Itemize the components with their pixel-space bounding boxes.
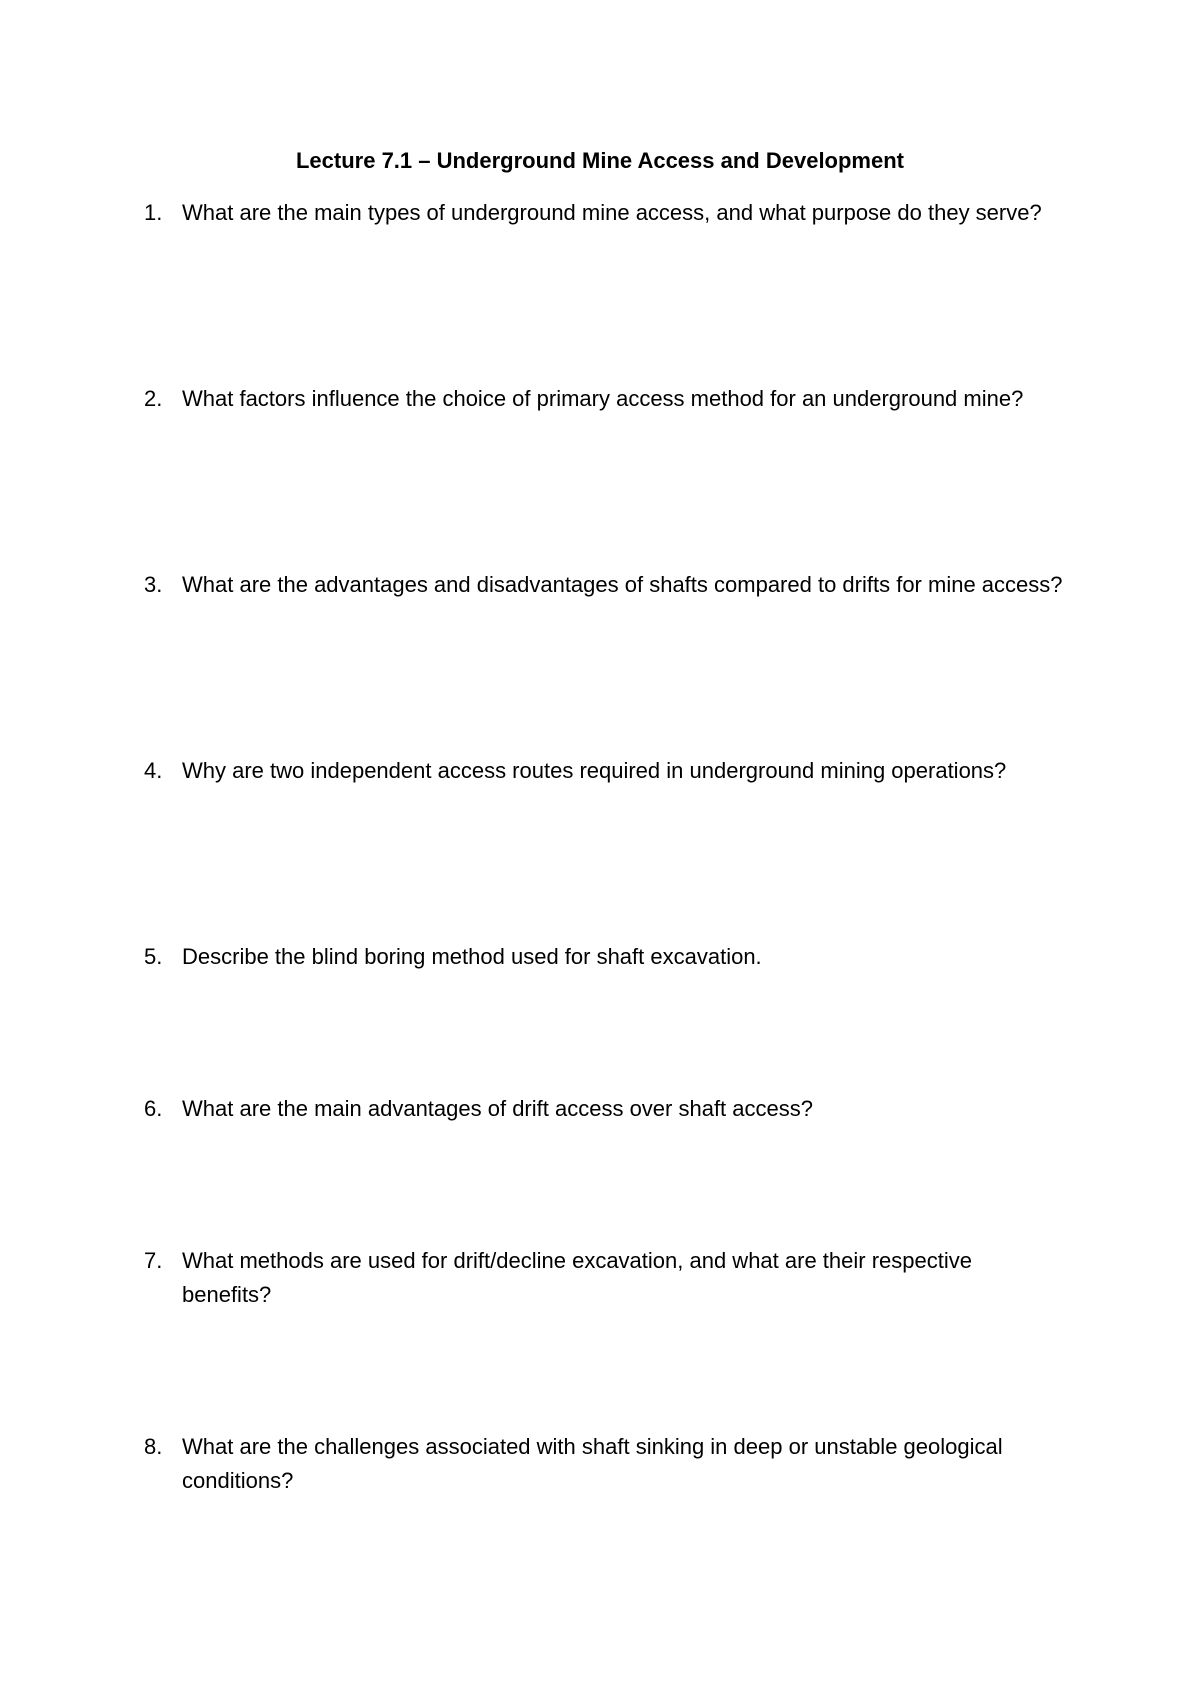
question-number: 5.: [144, 944, 163, 969]
question-item: [144, 1092, 1064, 1126]
question-number: 7.: [144, 1248, 163, 1273]
question-number: 8.: [144, 1434, 163, 1459]
question-text: What are the main advantages of drift access over shaft access?: [182, 1096, 813, 1121]
question-text: What methods are used for drift/decline excavation, and what are their respective benefits?: [182, 1248, 972, 1307]
question-number: 6.: [144, 1096, 163, 1121]
question-text: Describe the blind boring method used for shaft excavation.: [182, 944, 762, 969]
question-text: What are the advantages and disadvantages of shafts compared to drifts for mine access?: [182, 572, 1063, 597]
question-number: 2.: [144, 386, 163, 411]
question-item: [144, 1244, 1064, 1312]
question-item: [144, 940, 1064, 974]
page-title: Lecture 7.1 – Underground Mine Access and Development: [295, 148, 904, 173]
question-text: What are the main types of underground mine access, and what purpose do they serve?: [182, 200, 1042, 225]
question-number: 1.: [144, 200, 163, 225]
question-number: 4.: [144, 758, 163, 783]
question-number: 3.: [144, 572, 163, 597]
question-item: [144, 196, 1064, 230]
question-item: [144, 568, 1064, 602]
question-text: Why are two independent access routes required in underground mining operations?: [182, 758, 1007, 783]
question-item: [144, 754, 1064, 788]
question-text: What are the challenges associated with shaft sinking in deep or unstable geological conditions?: [182, 1434, 1003, 1493]
question-item: [144, 1430, 1064, 1498]
question-text: What factors influence the choice of primary access method for an underground mine?: [182, 386, 1024, 411]
question-item: [144, 382, 1064, 416]
